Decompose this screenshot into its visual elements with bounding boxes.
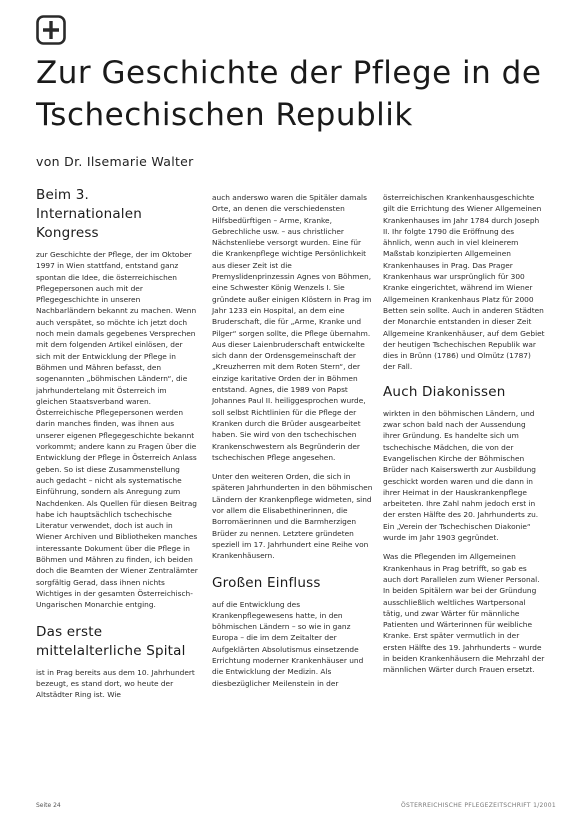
section-heading: Großen Einfluss [212, 574, 321, 591]
section-heading: Das erste mittelalterliche Spital [36, 623, 186, 659]
column-3 [383, 192, 545, 684]
title-line-2: Tschechischen Republik [36, 97, 413, 133]
page-number: Seite 24 [36, 802, 61, 809]
paragraph: auf die Entwicklung des Krankenpflegewesens hatte, in den böhmischen Ländern – so wie in ganz Europa – die im dem Zeitalter der Aufgeklärten Absolutismus einsetzende Errichtung moderner Krankenhäuser und die Entwicklung der Medizin. Als diesbezüglicher Meilenstein in der [212, 599, 364, 688]
title-line-1: Zur Geschichte der Pflege in de [36, 55, 542, 91]
section-heading: Beim 3. Internationalen Kongress [36, 187, 143, 241]
author-byline: von Dr. Ilsemarie Walter [36, 154, 194, 169]
paragraph: Unter den weiteren Orden, die sich in späteren Jahrhunderten in den böhmischen Ländern der Krankenpflege widmeten, sind vor allem die Elisabethinerinnen, die Borromäerinnen und die Barmherzigen Brüder zu nennen. Letztere gründeten speziell im 17. Jahrhundert eine Reihe von Krankenhäusern. [212, 472, 373, 561]
paragraph: zur Geschichte der Pflege, der im Oktober 1997 in Wien stattfand, entstand ganz spontan die Idee, die österreichischen Pflegepersonen auch mit der Pflegegeschichte in unseren Nachbarländern bekannt zu machen. Wenn auch verspätet, so möchte ich jetzt doch noch mein damals gegebenes Versprechen mit dem folgenden Artikel einlösen, der sich mit der Entwicklung der Pflege in Böhmen und Mähren befasst, den sogenannten „böhmischen Ländern“, die jahrhundertelang mit Österreich im gleichen Staatsverband waren. Österreichische Pflegepersonen werden darin manches finden, was ihnen aus unserer eigenen Pflegegeschichte bekannt vorkommt; andere kann zu Fragen über die Entwicklung der Pflege in Österreich Anlass geben. So ist diese Zusammenstellung auch gedacht – nicht als systematische Einführung, sondern als Anregung zum Nachdenken. Als Quellen für diesen Beitrag habe ich hauptsächlich tschechische Literatur verwendet, doch ist auch in Wiener Archiven und Bibliotheken manches interessante Dokument über die Pflege in Böhmen und Mähren zu finden, ich beiden doch die Beamten der Wiener Zentralämter sorgfältig Gerad, dass ihnen nichts Wichtiges in der gesamten Österreichisch-Ungarischen Monarchie entging. [36, 250, 198, 610]
section-heading: Auch Diakonissen [383, 383, 506, 400]
paragraph: ist in Prag bereits aus dem 10. Jahrhundert bezeugt, es stand dort, wo heute der Altstädter Ring ist. Wie [36, 667, 195, 700]
paragraph: wirkten in den böhmischen Ländern, und zwar schon bald nach der Aussendung ihrer Gründung. Es handelte sich um tschechische Mädchen, die von der Evangelischen Kirche der Böhmischen Brüder nach Kaiserswerth zur Ausbildung geschickt worden waren und die dann in ihrer Heimat in der Hauskrankenpflege arbeiteten. Ihre Zahl nahm jedoch erst in der ersten Hälfte des 20. Jahrhunderts zu. Ein „Verein der Tschechischen Diakonie“ wurde im Jahr 1903 gegründet. [383, 408, 539, 543]
column-2 [212, 192, 374, 697]
cross-in-square-icon [36, 15, 66, 45]
journal-footer: ÖSTERREICHISCHE PFLEGEZEITSCHRIFT 1/2001 [400, 802, 556, 809]
page-title [36, 52, 570, 136]
column-1 [36, 186, 198, 708]
paragraph: österreichischen Krankenhausgeschichte gilt die Errichtung des Wiener Allgemeinen Krankenhauses im Jahr 1784 durch Joseph II. Ihr folgte 1790 die Eröffnung des ähnlich, wenn auch in viel kleinerem Maßstab konzipierten Allgemeinen Krankenhauses in Prag. Das Prager Krankenhaus war ursprünglich für 300 Kranke eingerichtet, während im Wiener Allgemeinen Krankenhaus Platz für 2000 Betten sein sollte. Auch in anderen Städten der Monarchie entstanden in dieser Zeit Allgemeine Krankenhäuser, auf dem Gebiet der heutigen Tschechischen Republik war dies in Brünn (1786) und Olmütz (1787) der Fall. [383, 193, 545, 372]
paragraph: Was die Pflegenden im Allgemeinen Krankenhaus in Prag betrifft, so gab es auch dort Parallelen zum Wiener Personal. In beiden Spitälern war bei der Gründung ausschließlich weltliches Wartpersonal tätig, und zwar Wärter für männliche Patienten und Wärterinnen für weibliche Kranke. Erst später vermutlich in der ersten Hälfte des 19. Jahrhunderts – wurde in beiden Krankenhäusern die Mehrzahl der männlichen Wärter durch Frauen ersetzt. [383, 552, 545, 675]
paragraph: auch anderswo waren die Spitäler damals Orte, an denen die verschiedensten Hilfsbedürftigen – Arme, Kranke, Gebrechliche usw. – aus christlicher Nächstenliebe versorgt wurden. Eine für die Krankenpflege wichtige Persönlichkeit aus dieser Zeit ist die Premyslidenprinzessin Agnes von Böhmen, eine Schwester König Wenzels I. Sie gründete außer einigen Klöstern in Prag im Jahr 1233 ein Hospital, an dem eine Bruderschaft, die für „Arme, Kranke und Pilger“ sorgen sollte, die Pflege übernahm. Aus dieser Laienbruderschaft entwickelte sich dann der Ordensgemeinschaft der „Kreuzherren mit dem Roten Stern“, der einzige karitative Orden der in Böhmen entstand. Agnes, die 1989 von Papst Johannes Paul II. heiliggesprochen wurde, soll selbst Richtlinien für die Pflege der Kranken durch die Brüder ausgearbeitet haben. Sie wird von den tschechischen Krankenschwestern als Begründerin der tschechischen Pflege angesehen. [212, 193, 372, 462]
